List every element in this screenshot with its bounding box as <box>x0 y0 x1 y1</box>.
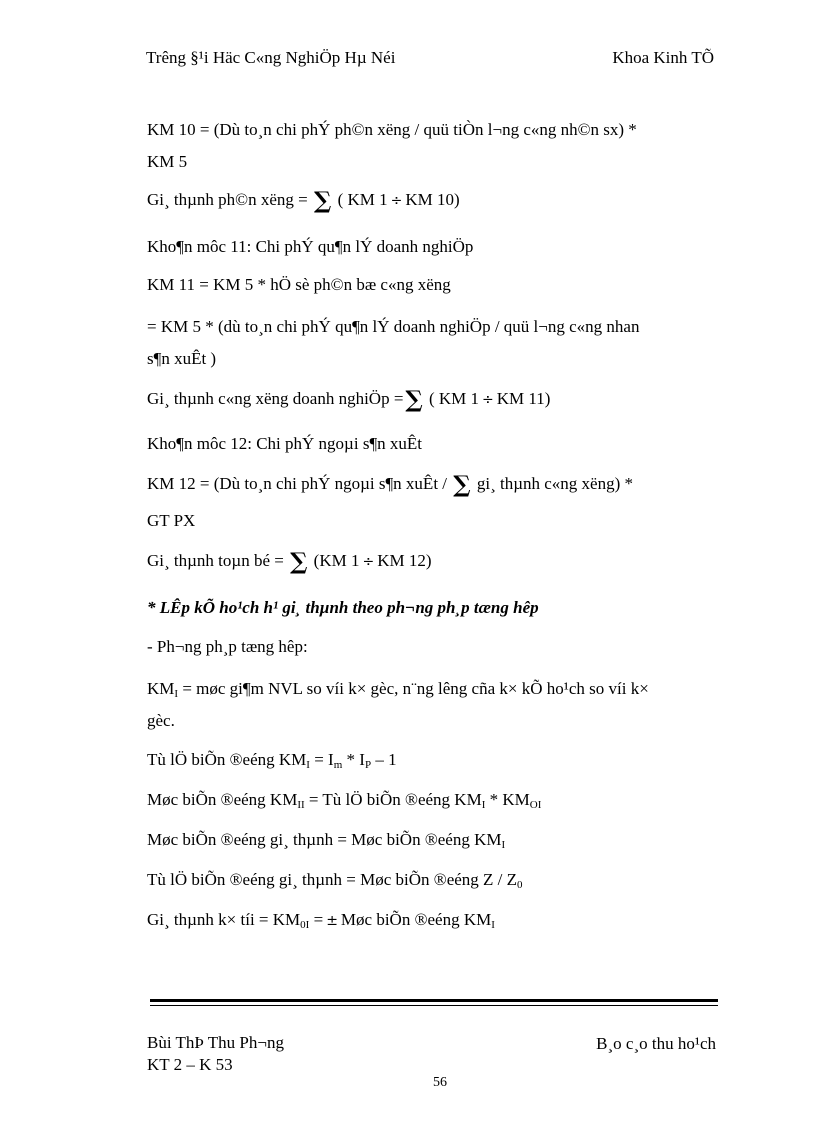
section-item-11: Kho¶n môc 11: Chi phÝ qu¶n lÝ doanh nghiÖp <box>147 237 474 256</box>
formula-km11: KM 11 = KM 5 * hÖ sè ph©n bæ c«ng xëng <box>147 275 451 294</box>
sum-icon: ∑ <box>290 548 308 575</box>
divide-icon: ÷ <box>482 392 494 408</box>
header-university: Trêng §¹i Häc C«ng NghiÖp Hµ Néi <box>146 48 396 67</box>
sum-icon: ∑ <box>405 386 423 413</box>
page-number: 56 <box>433 1075 447 1090</box>
km-definition: $KM_I$ = møc gi¶m NVL so víi k× gèc, n¨ng lêng cña k× kÕ ho¹ch so víi k× <box>147 679 649 700</box>
formula-km12-cont: GT PX <box>147 511 196 530</box>
header-faculty: Khoa Kinh TÕ <box>612 48 714 67</box>
divide-icon: ÷ <box>362 554 375 570</box>
method-title: - Ph¬ng ph¸p tæng hêp: <box>147 637 308 656</box>
sum-icon: ∑ <box>453 471 471 498</box>
footer-author: Bùi ThÞ Thu Ph¬ng <box>147 1033 284 1052</box>
formula-workshop-cost: Gi¸ thµnh ph©n xëng = ∑ ( KM 1 ÷ KM 10) <box>147 187 460 214</box>
section-item-12: Kho¶n môc 12: Chi phÝ ngoµi s¶n xuÊt <box>147 434 423 453</box>
formula-km10-cont: KM 5 <box>147 152 188 171</box>
formula-change-rate: Tù lÖ biÕn ®eéng $KM_I = I_m * I_P - 1$ <box>147 750 397 771</box>
formula-enterprise-cost: Gi¸ thµnh c«ng xëng doanh nghiÖp =∑ ( KM 1 ÷ KM 11) <box>147 386 551 413</box>
section-heading: * LÊp kÕ ho¹ch h¹ gi¸ thµnh theo ph¬ng ph¸p tæng hêp <box>147 598 539 617</box>
formula-km11-expanded: = KM 5 * (dù to¸n chi phÝ qu¶n lÝ doanh nghiÖp / quü l¬ng c«ng nhan <box>147 317 640 336</box>
formula-km12: KM 12 = (Dù to¸n chi phÝ ngoµi s¶n xuÊt / ∑ gi¸ thµnh c«ng xëng) * <box>147 471 633 498</box>
formula-cost-change-rate: Tù lÖ biÕn ®eéng gi¸ thµnh = Møc biÕn ®eéng Z / $Z_0$ <box>147 870 523 891</box>
footer-report-title: B¸o c¸o thu ho¹ch <box>596 1034 716 1053</box>
formula-total-cost: Gi¸ thµnh toµn bé = ∑ (KM 1 ÷ KM 12) <box>147 548 432 575</box>
km-definition-cont: gèc. <box>147 711 175 730</box>
formula-change-level-km2: Møc biÕn ®eéng $KM_{II}$ = Tù lÖ biÕn ®eéng $KM_I * KM_{OI}$ <box>147 790 542 811</box>
footer-rule-thin <box>150 1005 718 1006</box>
formula-cost-change-level: Møc biÕn ®eéng gi¸ thµnh = Møc biÕn ®eéng $KM_I$ <box>147 830 506 851</box>
sum-icon: ∑ <box>313 187 332 214</box>
footer-rule-thick <box>150 999 718 1002</box>
divide-icon: ÷ <box>390 193 403 209</box>
plus-minus-icon: ± <box>326 913 338 929</box>
formula-next-period-cost: Gi¸ thµnh k× tíi = $KM_{0I}$ = ± Møc biÕn ®eéng $KM_I$ <box>147 910 495 931</box>
formula-km11-cont: s¶n xuÊt ) <box>147 349 217 368</box>
formula-km10: KM 10 = (Dù to¸n chi phÝ ph©n xëng / quü tiÒn l¬ng c«ng nh©n sx) * <box>147 120 637 139</box>
footer-class: KT 2 – K 53 <box>147 1055 233 1074</box>
